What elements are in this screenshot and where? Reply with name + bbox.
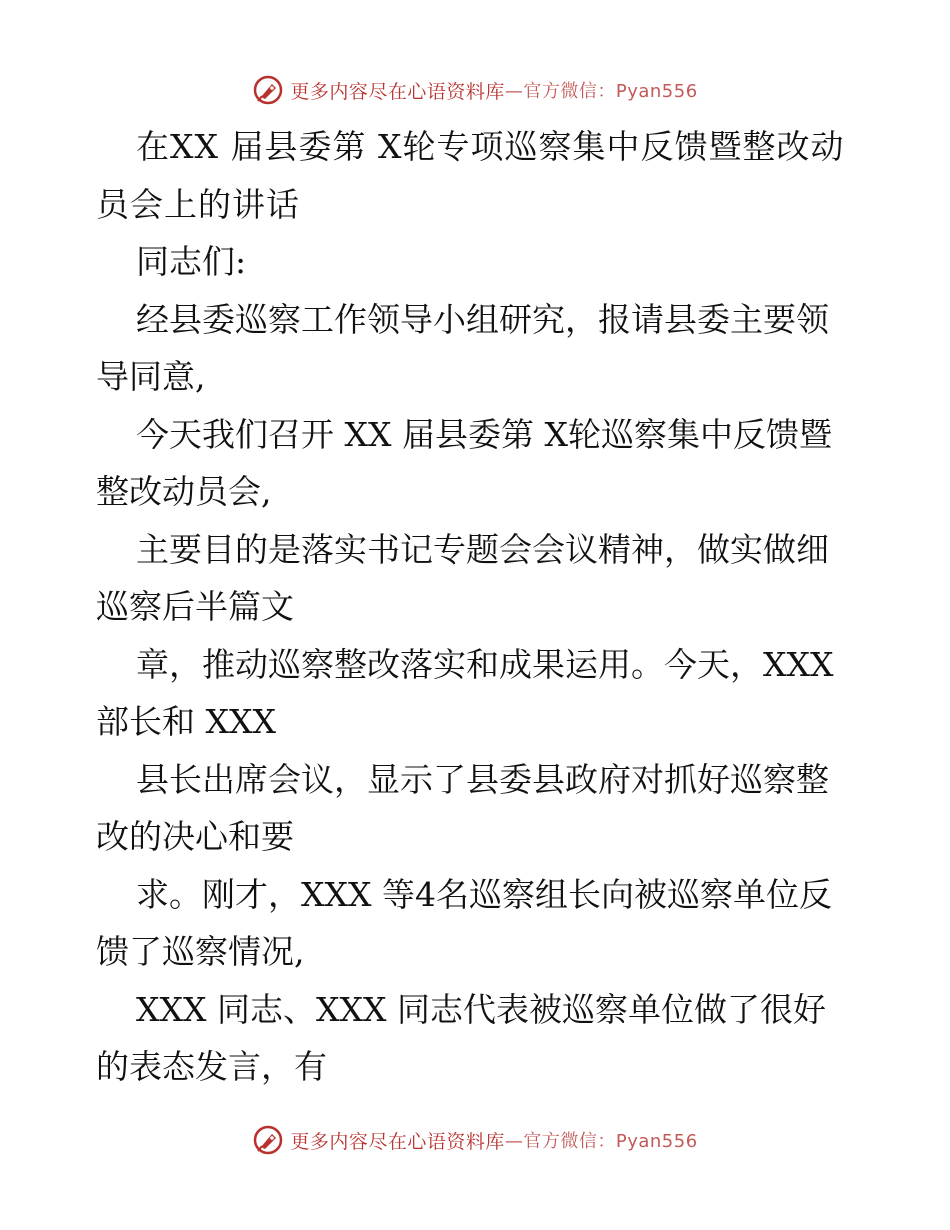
paragraph: XXX 同志、XXX 同志代表被巡察单位做了很好的表态发言，有 — [96, 989, 826, 1086]
paragraph: 经县委巡察工作领导小组研究，报请县委主要领导同意, — [96, 299, 829, 396]
paragraph: 同志们: — [136, 242, 247, 281]
pen-nib-circle-icon — [252, 1124, 284, 1156]
watermark-brand: 更多内容尽在心语资料库 — [290, 1130, 505, 1153]
footer-watermark — [0, 1120, 950, 1160]
paragraph: 章，推动巡察整改落实和成果运用。今天，XXX 部长和 XXX — [96, 644, 834, 741]
pen-nib-circle-icon — [252, 74, 284, 106]
paragraph: 今天我们召开 XX 届县委第 X轮巡察集中反馈暨整改动员会, — [96, 414, 832, 511]
paragraph: 求。刚才，XXX 等4名巡察组长向被巡察单位反馈了巡察情况, — [96, 874, 832, 971]
watermark-contact: —官方微信：Pyan556 — [504, 1131, 698, 1152]
paragraph: 主要目的是落实书记专题会会议精神，做实做细巡察后半篇文 — [96, 529, 829, 626]
watermark-brand: 更多内容尽在心语资料库 — [290, 80, 505, 103]
header-watermark — [0, 70, 950, 110]
document-body — [96, 118, 856, 1096]
document-title: 在XX 届县委第 X轮专项巡察集中反馈暨整改动员会上的讲话 — [96, 127, 845, 224]
paragraph: 县长出席会议，显示了县委县政府对抓好巡察整改的决心和要 — [96, 759, 829, 856]
watermark-contact: —官方微信：Pyan556 — [504, 81, 698, 102]
